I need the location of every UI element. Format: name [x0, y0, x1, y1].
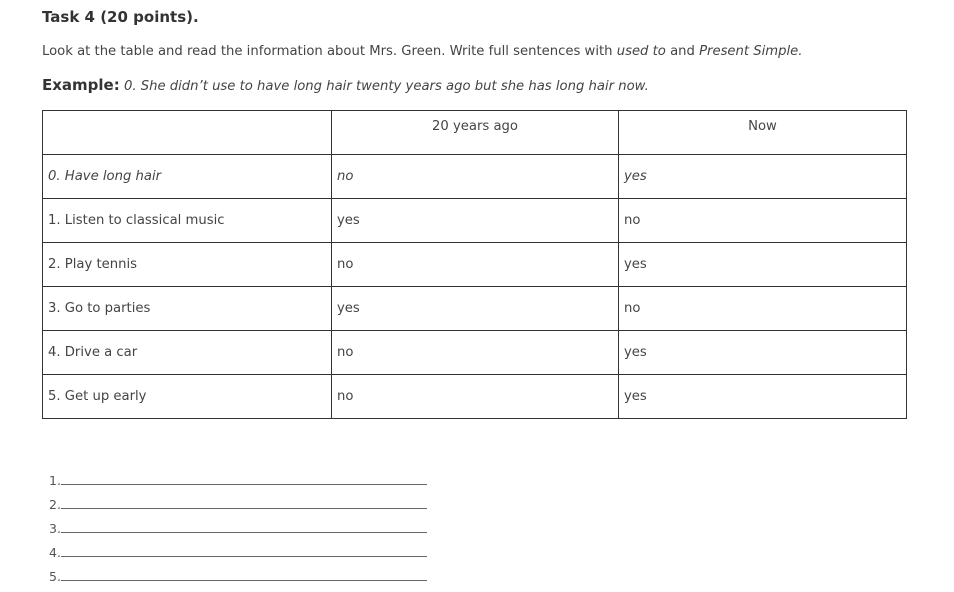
- table-row: [43, 331, 907, 375]
- past-cell: yes: [332, 199, 619, 243]
- past-cell: no: [332, 331, 619, 375]
- answer-line: [49, 560, 427, 584]
- now-cell: yes: [619, 243, 907, 287]
- now-cell: yes: [619, 331, 907, 375]
- answer-line: [49, 536, 427, 560]
- instructions-used-to: used to: [616, 44, 666, 59]
- activity-cell: 3. Go to parties: [43, 287, 332, 331]
- table-row: [43, 375, 907, 419]
- activity-cell: 1. Listen to classical music: [43, 199, 332, 243]
- header-20-years-ago: 20 years ago: [332, 111, 619, 155]
- now-cell: yes: [619, 375, 907, 419]
- answer-number: 3.: [49, 521, 61, 536]
- example-label: Example:: [42, 76, 120, 94]
- table-row: [43, 243, 907, 287]
- activity-cell: 5. Get up early: [43, 375, 332, 419]
- activity-cell: 4. Drive a car: [43, 331, 332, 375]
- past-cell: no: [332, 375, 619, 419]
- past-cell: no: [332, 243, 619, 287]
- table-row: [43, 287, 907, 331]
- now-cell: no: [619, 199, 907, 243]
- answer-number: 4.: [49, 545, 61, 560]
- info-table: [42, 110, 907, 419]
- instructions-text-2: and: [665, 44, 700, 59]
- answer-lines: [49, 464, 427, 584]
- answer-blank: [61, 544, 427, 557]
- example: [42, 76, 649, 94]
- answer-number: 2.: [49, 497, 61, 512]
- answer-line: [49, 512, 427, 536]
- task-title: Task 4 (20 points).: [42, 8, 199, 26]
- header-activity: [43, 111, 332, 155]
- answer-blank: [61, 472, 427, 485]
- example-sentence: 0. She didn’t use to have long hair twenty years ago but she has long hair now.: [123, 79, 649, 94]
- answer-line: [49, 488, 427, 512]
- answer-number: 1.: [49, 473, 61, 488]
- instructions: [42, 44, 803, 59]
- answer-blank: [61, 568, 427, 581]
- past-cell: yes: [332, 287, 619, 331]
- now-cell: no: [619, 287, 907, 331]
- answer-number: 5.: [49, 569, 61, 584]
- header-now: Now: [619, 111, 907, 155]
- answer-blank: [61, 520, 427, 533]
- table-row: [43, 199, 907, 243]
- instructions-text-1: Look at the table and read the information about Mrs. Green. Write full sentences with: [42, 44, 617, 59]
- answer-line: [49, 464, 427, 488]
- answer-blank: [61, 496, 427, 509]
- activity-cell: 2. Play tennis: [43, 243, 332, 287]
- activity-cell: 0. Have long hair: [43, 155, 332, 199]
- table-header-row: [43, 111, 907, 155]
- table-row: [43, 155, 907, 199]
- now-cell: yes: [619, 155, 907, 199]
- past-cell: no: [332, 155, 619, 199]
- instructions-present-simple: Present Simple.: [699, 44, 803, 59]
